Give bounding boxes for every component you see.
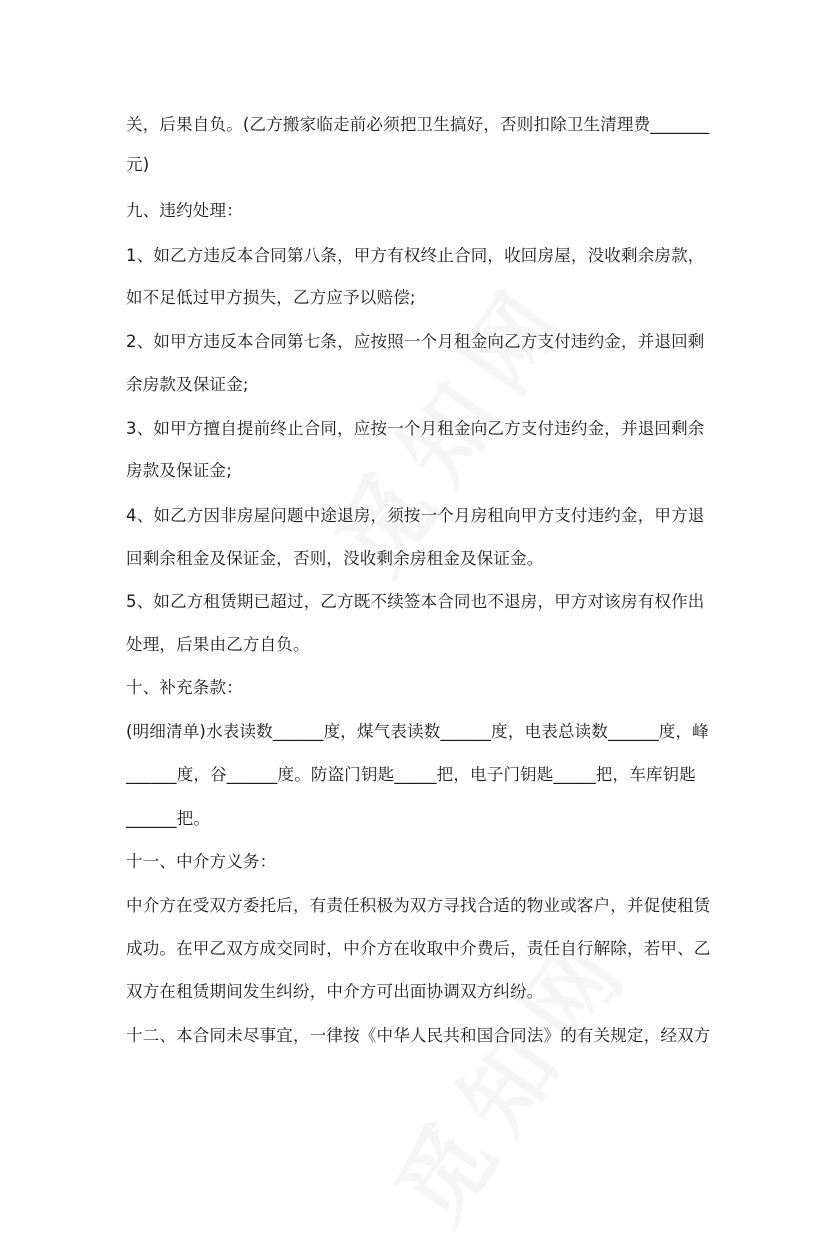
text-line: ______度，谷______度。防盗门钥匙_____把，电子门钥匙_____把，车库钥匙 — [126, 765, 696, 784]
text-line: 中介方在受双方委托后，有责任积极为双方寻找合适的物业或客户，并促使租赁 — [126, 896, 711, 915]
text-line: 如不足低过甲方损失，乙方应予以赔偿; — [126, 288, 416, 307]
text-line: 元) — [126, 155, 150, 174]
text-line: 成功。在甲乙双方成交同时，中介方在收取中介费后，责任自行解除，若甲、乙 — [126, 939, 711, 958]
text-line: 3、如甲方擅自提前终止合同，应按一个月租金向乙方支付违约金，并退回剩余 — [126, 419, 705, 438]
section-heading: 十、补充条款： — [126, 678, 243, 697]
text-line: 2、如甲方违反本合同第七条，应按照一个月租金向乙方支付违约金，并退回剩 — [126, 332, 705, 351]
section-heading: 九、违约处理： — [126, 201, 243, 220]
text-line: 处理，后果由乙方自负。 — [126, 635, 310, 654]
text-line: 5、如乙方租赁期已超过，乙方既不续签本合同也不退房，甲方对该房有权作出 — [126, 592, 705, 611]
text-line: 4、如乙方因非房屋问题中途退房，须按一个月房租向甲方支付违约金，甲方退 — [126, 506, 705, 525]
text-line: 余房款及保证金; — [126, 375, 249, 394]
text-line: 1、如乙方违反本合同第八条，甲方有权终止合同，收回房屋，没收剩余房款， — [126, 246, 705, 265]
text-line: 双方在租赁期间发生纠纷，中介方可出面协调双方纠纷。 — [126, 982, 544, 1001]
text-line: 回剩余租金及保证金，否则，没收剩余房租金及保证金。 — [126, 549, 544, 568]
text-line: ______把。 — [126, 809, 211, 828]
text-line: 十二、本合同未尽事宜，一律按《中华人民共和国合同法》的有关规定，经双方 — [126, 1026, 711, 1045]
text-line: 房款及保证金; — [126, 461, 232, 480]
text-line: (明细清单)水表读数______度，煤气表读数______度，电表总读数______度，峰 — [126, 722, 709, 741]
text-line: 关，后果自负。(乙方搬家临走前必须把卫生搞好，否则扣除卫生清理费_______ — [126, 115, 710, 134]
section-heading: 十一、中介方义务： — [126, 852, 277, 871]
